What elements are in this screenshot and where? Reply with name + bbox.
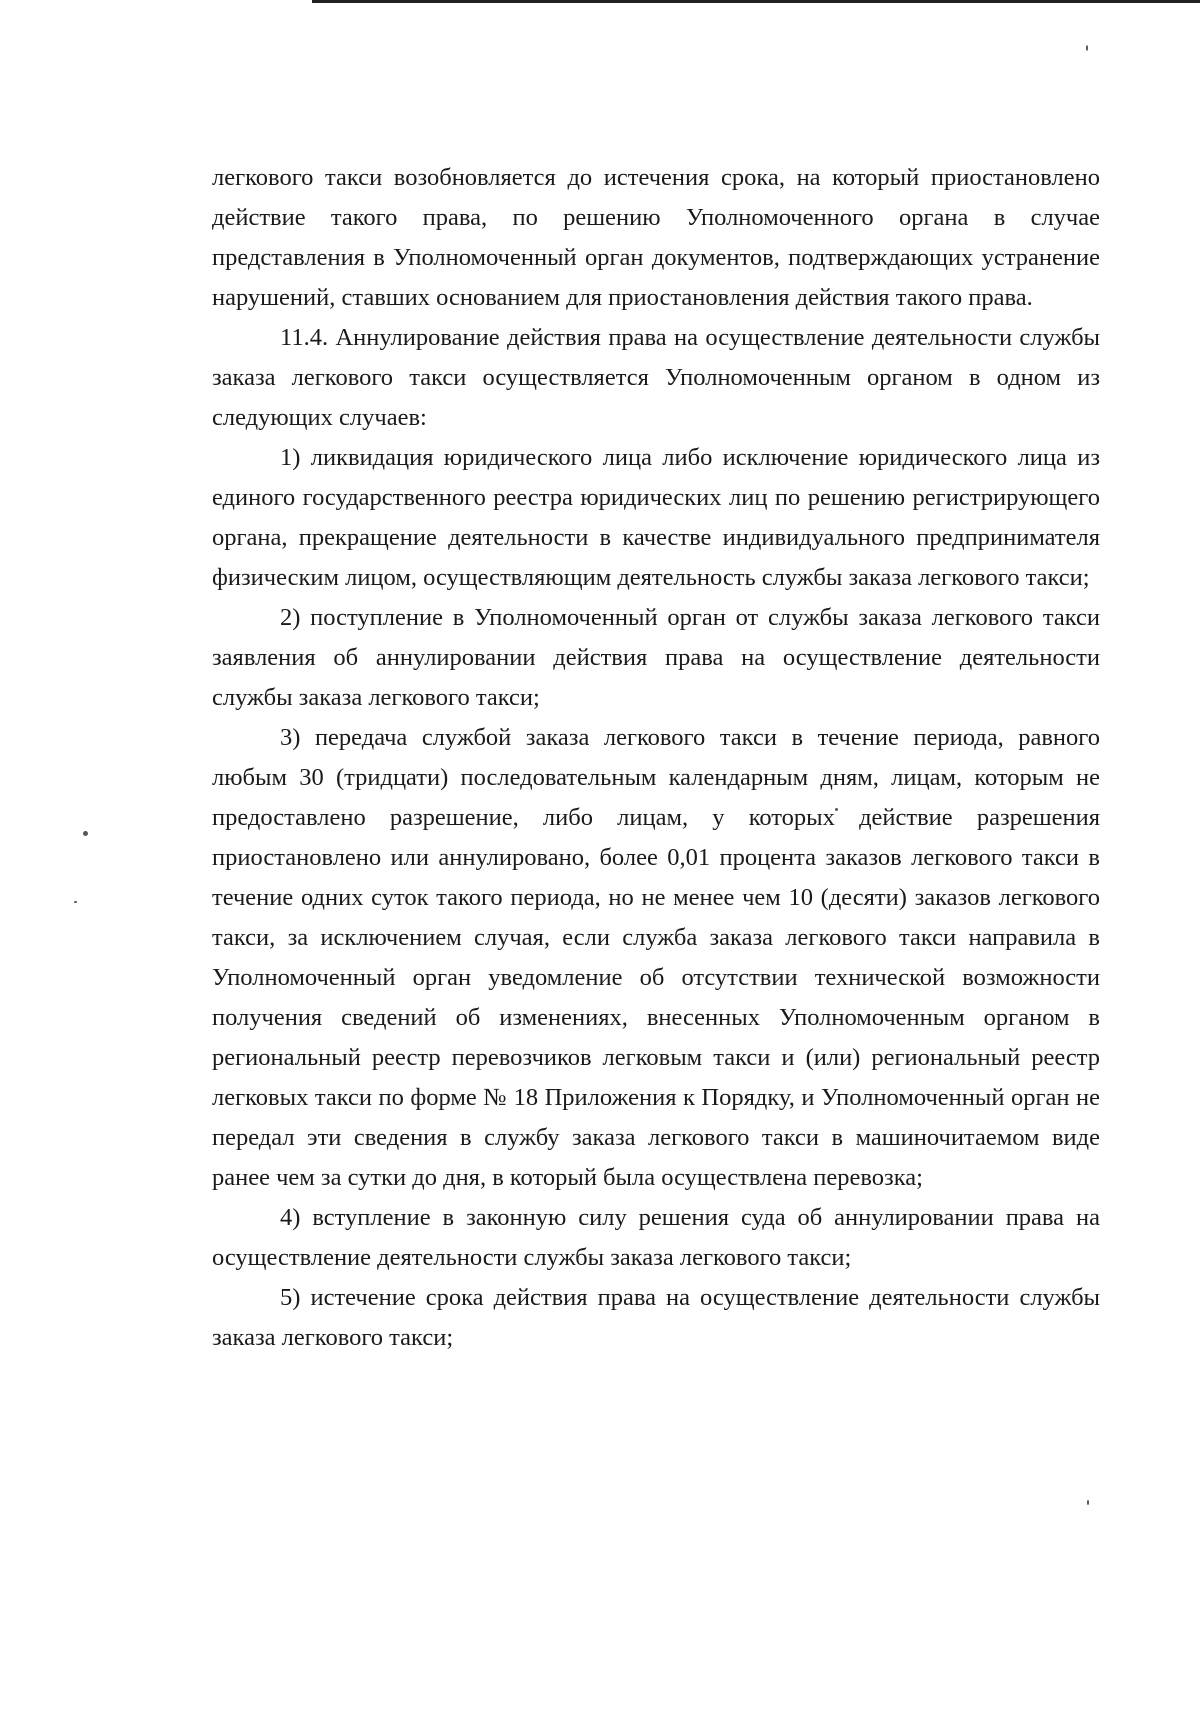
scan-speck [1086, 45, 1088, 51]
list-item-5: 5) истечение срока действия права на осуществление деятельности службы заказа легкового такси; [212, 1284, 1100, 1351]
document-body [212, 158, 1100, 1358]
list-item-3: 3) передача службой заказа легкового такси в течение периода, равного любым 30 (тридцати) последовательным календарным дням, лицам, которым не предоставлено разрешение, либо лицам, у которых действие разрешения приостановлено или аннулировано, более 0,01 процента заказов легкового такси в течение одних суток такого периода, но не менее чем 10 (десяти) заказов легкового такси, за исключением случая, если служба заказа легкового такси направила в Уполномоченный орган уведомление об отсутствии технической возможности получения сведений об изменениях, внесенных Уполномоченным органом в региональный реестр перевозчиков легковым такси и (или) региональный реестр легковых такси по форме № 18 Приложения к Порядку, и Уполномоченный орган не передал эти сведения в службу заказа легкового такси в машиночитаемом виде ранее чем за сутки до дня, в который была осуществлена перевозка; [212, 724, 1100, 1191]
scan-speck [74, 901, 77, 903]
scan-speck [83, 831, 88, 836]
list-item-1: 1) ликвидация юридического лица либо исключение юридического лица из единого государственного реестра юридических лиц по решению регистрирующего органа, прекращение деятельности в качестве индивидуального предпринимателя физическим лицом, осуществляющим деятельность службы заказа легкового такси; [212, 444, 1100, 591]
top-border-line [312, 0, 1200, 3]
list-item-4: 4) вступление в законную силу решения суда об аннулировании права на осуществление деятельности службы заказа легкового такси; [212, 1204, 1100, 1271]
scan-speck [1087, 1500, 1089, 1505]
list-item-2: 2) поступление в Уполномоченный орган от службы заказа легкового такси заявления об аннулировании действия права на осуществление деятельности службы заказа легкового такси; [212, 604, 1100, 711]
paragraph-clause-11-4: 11.4. Аннулирование действия права на осуществление деятельности службы заказа легкового такси осуществляется Уполномоченным органом в одном из следующих случаев: [212, 324, 1100, 431]
paragraph-continuation: легкового такси возобновляется до истечения срока, на который приостановлено действие такого права, по решению Уполномоченного органа в случае представления в Уполномоченный орган документов, подтверждающих устранение нарушений, ставших основанием для приостановления действия такого права. [212, 164, 1100, 311]
